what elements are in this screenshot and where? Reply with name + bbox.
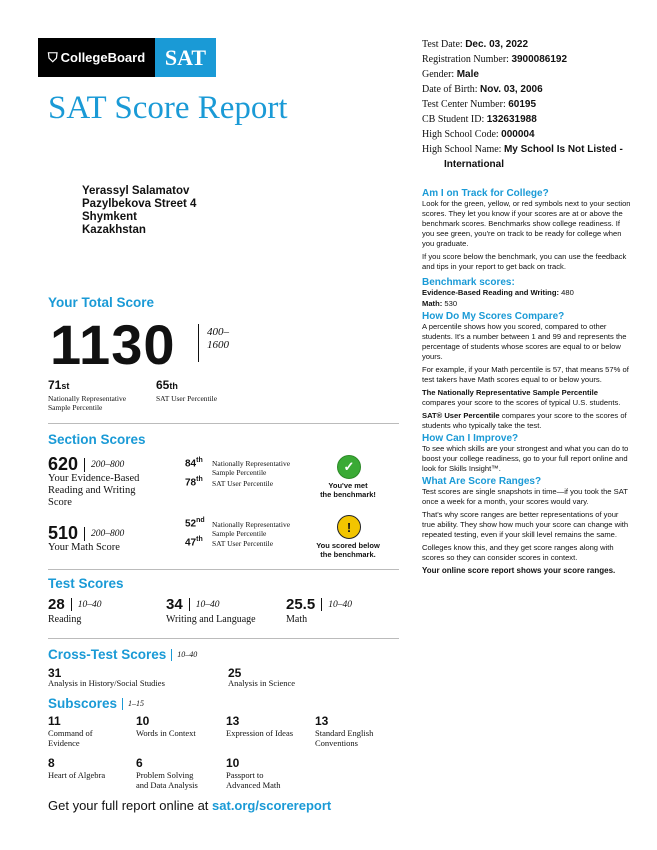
- subscore-item: [226, 756, 281, 790]
- sidebar-heading: What Are Score Ranges?: [422, 476, 542, 487]
- score-value: 28: [48, 596, 65, 613]
- address-line: Shymkent: [82, 211, 137, 223]
- label-line: Nationally Representative: [48, 394, 127, 403]
- info-label: Registration Number:: [422, 54, 509, 65]
- label-line: Heart of Algebra: [48, 770, 106, 780]
- warning-icon: !: [337, 515, 361, 539]
- sidebar-paragraph: To see which skills are your strongest and what you can do to boost your college readiness, go to your full report online and look for Skills Insight™.: [422, 444, 629, 473]
- info-label: Test Center Number:: [422, 99, 506, 110]
- footer: [48, 798, 331, 813]
- test-label-reading: Reading: [48, 614, 82, 625]
- subscore-item: [48, 714, 93, 748]
- total-score-heading: Your Total Score: [48, 295, 155, 310]
- subscore-item: [136, 756, 198, 790]
- benchmark-label: Evidence-Based Reading and Writing:: [422, 288, 559, 297]
- label-line: Sample Percentile: [212, 468, 267, 477]
- test-scores-heading: Test Scores: [48, 576, 124, 591]
- percentile-value: 84: [185, 458, 197, 470]
- subscore-label: [315, 728, 373, 748]
- math-label: Your Math Score: [48, 542, 120, 553]
- address-line: Kazakhstan: [82, 224, 146, 236]
- percentile-suffix: nd: [196, 517, 205, 524]
- sidebar-paragraph: Your online score report shows your score ranges.: [422, 566, 616, 575]
- divider: [48, 423, 399, 424]
- benchmark-label: Math:: [422, 299, 443, 308]
- benchmark-value: 480: [561, 288, 574, 297]
- sidebar-paragraph: If you score below the benchmark, you can use the feedback and tips in your report to get back on track.: [422, 252, 627, 271]
- label-line: Expression of Ideas: [226, 728, 294, 738]
- info-value: International: [444, 159, 505, 170]
- percentile-suffix: th: [196, 536, 203, 543]
- math-score: [48, 523, 124, 544]
- subscore-value: 13: [315, 714, 329, 728]
- score-range: 10–40: [328, 599, 352, 610]
- cross-test-header: [48, 647, 197, 662]
- mailing-address: [82, 185, 196, 237]
- sidebar-paragraph: compares your score to the scores of students who typically take the test.: [422, 411, 627, 430]
- subscore-label: [226, 728, 293, 738]
- label-line: Nationally Representative: [212, 459, 291, 468]
- divider: [198, 324, 199, 362]
- test-info: [422, 37, 623, 172]
- status-line: the benchmark.: [320, 550, 376, 559]
- subscore-label: [226, 770, 281, 790]
- cross-score-history: 31: [48, 666, 62, 680]
- subscore-value: 10: [226, 756, 240, 770]
- status-line: You've met: [328, 481, 368, 490]
- ebrw-nrs-label: [212, 459, 290, 477]
- test-score-math: [286, 596, 352, 613]
- score-range: 10–40: [77, 599, 102, 610]
- subscores-range: 1–15: [128, 699, 145, 708]
- label-line: Words in Context: [136, 728, 196, 738]
- percentile-value: 47: [185, 537, 197, 549]
- address-line: Yerassyl Salamatov: [82, 185, 190, 197]
- cross-test-range: 10–40: [177, 650, 198, 659]
- subscores-header: [48, 696, 144, 711]
- info-value: 132631988: [486, 114, 537, 125]
- subscore-value: 8: [48, 756, 55, 770]
- score-value: 620: [48, 454, 79, 474]
- ebrw-label: [48, 473, 139, 509]
- ebrw-score: [48, 454, 124, 475]
- status-line: the benchmark!: [320, 490, 376, 499]
- math-user-label: SAT User Percentile: [212, 539, 274, 548]
- subscore-value: 11: [48, 714, 61, 728]
- math-user-percentile: [185, 536, 203, 548]
- cross-score-science: 25: [228, 666, 242, 680]
- divider: [48, 638, 399, 639]
- label-line: Nationally Representative: [212, 520, 291, 529]
- label-line: Score: [48, 497, 72, 508]
- info-label: Date of Birth:: [422, 84, 478, 95]
- label-line: Advanced Math: [226, 780, 281, 790]
- test-score-reading: [48, 596, 101, 613]
- label-line: Sample Percentile: [212, 529, 267, 538]
- score-report-link[interactable]: sat.org/scorereport: [212, 798, 332, 813]
- info-label: High School Code:: [422, 129, 499, 140]
- sidebar-paragraph: A percentile shows how you scored, compared to other students. It's a number between 1 and 99 and represents the percentage of students whose scores are equal to or below yours.: [422, 322, 627, 361]
- total-user-label: SAT User Percentile: [156, 394, 218, 403]
- info-value: Nov. 03, 2006: [480, 84, 543, 95]
- divider: [84, 527, 85, 541]
- info-value: 60195: [508, 99, 537, 110]
- label-line: Command of: [48, 728, 93, 738]
- subscore-item: [136, 714, 196, 738]
- label-line: Conventions: [315, 738, 358, 748]
- label-line: Passport to: [226, 770, 264, 780]
- sidebar-paragraph: Test scores are single snapshots in time—if you took the SAT once a week for a month, your scores would vary.: [422, 487, 628, 506]
- math-benchmark-status: [312, 541, 384, 559]
- label-line: and Data Analysis: [136, 780, 198, 790]
- info-value: 000004: [501, 129, 535, 140]
- sat-logo: SAT: [155, 38, 216, 77]
- subscores-heading: Subscores: [48, 696, 118, 711]
- sidebar-heading: Am I on Track for College?: [422, 188, 549, 199]
- footer-text: Get your full report online at: [48, 798, 213, 813]
- sidebar-heading: Benchmark scores:: [422, 277, 515, 288]
- score-value: 34: [166, 596, 183, 613]
- check-icon: ✓: [337, 455, 361, 479]
- ebrw-user-percentile: [185, 476, 203, 488]
- subscore-label: [136, 770, 198, 790]
- info-value: My School Is Not Listed -: [503, 144, 623, 155]
- percentile-suffix: th: [169, 381, 178, 391]
- test-score-writing: [166, 596, 219, 613]
- range-line: 400–: [207, 326, 229, 338]
- subscore-value: 10: [136, 714, 150, 728]
- ebrw-nrs-percentile: [185, 457, 203, 469]
- sidebar-paragraph: Colleges know this, and they get score ranges along with scores so they can consider scores in context.: [422, 543, 614, 562]
- total-score: 1130: [50, 313, 176, 376]
- sidebar-heading: How Do My Scores Compare?: [422, 311, 565, 322]
- collegeboard-logo: ⛉ CollegeBoard: [38, 38, 155, 77]
- subscore-label: [48, 728, 93, 748]
- info-sidebar: [422, 189, 632, 579]
- total-user-percentile: [156, 378, 178, 392]
- subscore-item: [315, 714, 373, 748]
- section-scores-heading: Section Scores: [48, 432, 146, 447]
- cross-label-science: Analysis in Science: [228, 678, 296, 688]
- total-score-range: [207, 326, 229, 352]
- label-line: Evidence: [48, 738, 80, 748]
- label-line: Problem Solving: [136, 770, 194, 780]
- info-label: High School Name:: [422, 144, 502, 155]
- divider: [122, 698, 123, 710]
- percentile-suffix: st: [61, 381, 70, 391]
- cross-label-history: Analysis in History/Social Studies: [48, 678, 165, 688]
- info-value: Dec. 03, 2022: [465, 39, 529, 50]
- label-line: Standard English: [315, 728, 374, 738]
- total-nrs-label: [48, 394, 126, 412]
- total-nrs-percentile: [48, 378, 69, 392]
- label-line: Reading and Writing: [48, 485, 136, 496]
- sidebar-bold: The Nationally Representative Sample Percentile: [422, 388, 598, 397]
- sidebar-heading: How Can I Improve?: [422, 433, 519, 444]
- math-nrs-percentile: [185, 517, 205, 529]
- percentile-suffix: th: [196, 476, 203, 483]
- sidebar-bold: SAT® User Percentile: [422, 411, 500, 420]
- info-value: Male: [456, 69, 479, 80]
- address-line: Pazylbekova Street 4: [82, 198, 197, 210]
- subscore-label: [136, 728, 196, 738]
- sidebar-paragraph: For example, if your Math percentile is 57, that means 57% of test takers have Math scores equal to or below yours.: [422, 365, 629, 384]
- acorn-icon: ⛉: [47, 49, 58, 65]
- info-label: CB Student ID:: [422, 114, 485, 125]
- label-line: Your Evidence-Based: [48, 473, 140, 484]
- subscore-item: [226, 714, 293, 738]
- ebrw-user-label: SAT User Percentile: [212, 479, 274, 488]
- divider: [171, 649, 172, 661]
- score-range: 200–800: [91, 528, 125, 539]
- subscore-value: 6: [136, 756, 143, 770]
- test-label-math: Math: [286, 614, 308, 625]
- sidebar-paragraph: compares your score to the scores of typical U.S. students.: [422, 398, 621, 407]
- percentile-value: 65: [156, 378, 170, 392]
- range-line: 1600: [207, 339, 229, 351]
- score-value: 25.5: [286, 596, 316, 613]
- percentile-suffix: th: [196, 457, 203, 464]
- divider: [71, 598, 72, 611]
- divider: [48, 569, 399, 570]
- score-value: 510: [48, 523, 79, 543]
- info-value: 3900086192: [511, 54, 568, 65]
- score-range: 200–800: [91, 459, 125, 470]
- ebrw-benchmark-status: [312, 481, 384, 499]
- logo: [38, 38, 216, 77]
- cross-test-heading: Cross-Test Scores: [48, 647, 167, 662]
- divider: [321, 598, 322, 611]
- score-range: 10–40: [195, 599, 220, 610]
- percentile-value: 78: [185, 477, 197, 489]
- sidebar-paragraph: That's why score ranges are better representations of your true ability. They show how much your score can change with repeated testing, even if your skill level remains the same.: [422, 510, 629, 539]
- status-line: You scored below: [316, 541, 380, 550]
- percentile-value: 71: [48, 378, 62, 392]
- label-line: Sample Percentile: [48, 403, 103, 412]
- info-label: Gender:: [422, 69, 455, 80]
- subscore-item: [48, 756, 105, 780]
- test-label-writing: Writing and Language: [166, 614, 256, 625]
- info-label: Test Date:: [422, 39, 463, 50]
- subscore-value: 13: [226, 714, 240, 728]
- page-title: SAT Score Report: [48, 90, 288, 126]
- math-nrs-label: [212, 520, 290, 538]
- sidebar-paragraph: Look for the green, yellow, or red symbols next to your section scores. They let you know if your scores are at or above the benchmark scores. Benchmarks show college readiness. If you see green, you're on track to be ready for college when you graduate.: [422, 199, 631, 248]
- benchmark-value: 530: [444, 299, 458, 308]
- divider: [189, 598, 190, 611]
- subscore-label: [48, 770, 105, 780]
- divider: [84, 458, 85, 472]
- percentile-value: 52: [185, 518, 197, 530]
